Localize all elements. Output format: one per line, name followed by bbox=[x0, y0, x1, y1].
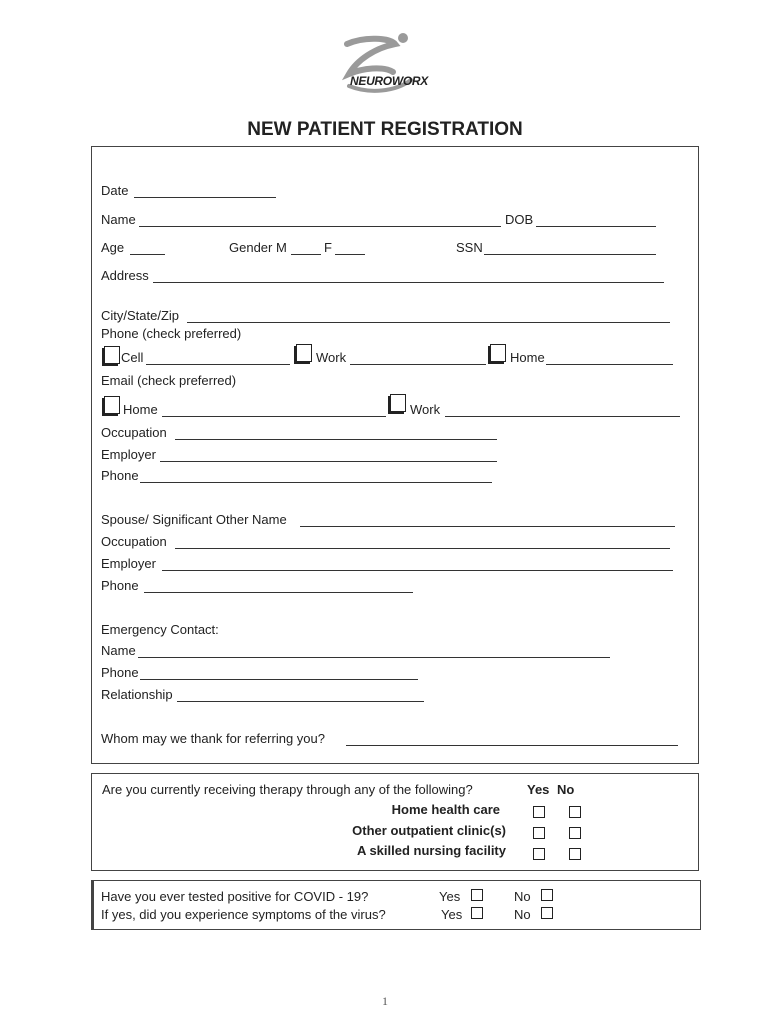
home-phone-label: Home bbox=[510, 350, 545, 365]
covid-q1-no-checkbox[interactable] bbox=[541, 889, 553, 901]
emergency-phone-field[interactable] bbox=[140, 679, 418, 680]
covid-q2-yes-checkbox[interactable] bbox=[471, 907, 483, 919]
email-work-field[interactable] bbox=[445, 416, 680, 417]
age-field[interactable] bbox=[130, 254, 165, 255]
page-title: NEW PATIENT REGISTRATION bbox=[247, 119, 523, 140]
therapy-nursing-no-checkbox[interactable] bbox=[569, 848, 581, 860]
covid-q1-no-label: No bbox=[514, 889, 531, 904]
page-number: 1 bbox=[382, 994, 388, 1008]
email-work-label: Work bbox=[410, 402, 441, 417]
covid-q2-yes-label: Yes bbox=[441, 907, 463, 922]
spouse-name-field[interactable] bbox=[300, 526, 675, 527]
work-phone-checkbox[interactable] bbox=[296, 344, 312, 362]
covid-q2-no-label: No bbox=[514, 907, 531, 922]
ssn-label: SSN bbox=[456, 240, 483, 255]
therapy-outpatient-yes-checkbox[interactable] bbox=[533, 827, 545, 839]
city-state-zip-field[interactable] bbox=[187, 322, 670, 323]
employer-label: Employer bbox=[101, 447, 156, 462]
referral-field[interactable] bbox=[346, 745, 678, 746]
cell-label: Cell bbox=[121, 350, 144, 365]
occupation-field[interactable] bbox=[175, 439, 497, 440]
spouse-employer-field[interactable] bbox=[162, 570, 673, 571]
employer-field[interactable] bbox=[160, 461, 497, 462]
home-phone-field[interactable] bbox=[546, 364, 673, 365]
occupation-label: Occupation bbox=[101, 425, 167, 440]
covid-question-2: If yes, did you experience symptoms of the virus? bbox=[101, 907, 386, 922]
covid-q2-no-checkbox[interactable] bbox=[541, 907, 553, 919]
email-home-checkbox[interactable] bbox=[104, 396, 120, 414]
logo bbox=[335, 30, 445, 100]
name-field[interactable] bbox=[139, 226, 501, 227]
covid-q1-yes-label: Yes bbox=[439, 889, 461, 904]
phone-preferred-label: Phone (check preferred) bbox=[101, 326, 242, 341]
date-label: Date bbox=[101, 183, 129, 198]
emergency-relationship-field[interactable] bbox=[177, 701, 424, 702]
cell-checkbox[interactable] bbox=[104, 346, 120, 364]
emergency-phone-label: Phone bbox=[101, 665, 139, 680]
spouse-name-label: Spouse/ Significant Other Name bbox=[101, 512, 287, 527]
referral-label: Whom may we thank for referring you? bbox=[101, 731, 325, 746]
dob-field[interactable] bbox=[536, 226, 656, 227]
therapy-question: Are you currently receiving therapy through any of the following? bbox=[102, 782, 473, 797]
spouse-phone-field[interactable] bbox=[144, 592, 413, 593]
date-field[interactable] bbox=[134, 197, 276, 198]
email-work-checkbox[interactable] bbox=[390, 394, 406, 412]
logo-text: NEUROWORX bbox=[350, 74, 428, 88]
spouse-occupation-field[interactable] bbox=[175, 548, 670, 549]
spouse-phone-label: Phone bbox=[101, 578, 139, 593]
emergency-contact-label: Emergency Contact: bbox=[101, 622, 219, 637]
therapy-item-nursing: A skilled nursing facility bbox=[356, 843, 506, 858]
work-phone-label: Work bbox=[316, 350, 347, 365]
therapy-no-header: No bbox=[557, 782, 575, 797]
name-label: Name bbox=[101, 212, 136, 227]
spouse-employer-label: Employer bbox=[101, 556, 156, 571]
gender-m-label: Gender M bbox=[229, 240, 287, 255]
email-preferred-label: Email (check preferred) bbox=[101, 373, 237, 388]
gender-m-field[interactable] bbox=[291, 254, 321, 255]
cell-field[interactable] bbox=[146, 364, 290, 365]
therapy-nursing-yes-checkbox[interactable] bbox=[533, 848, 545, 860]
therapy-home-health-yes-checkbox[interactable] bbox=[533, 806, 545, 818]
address-field[interactable] bbox=[153, 282, 664, 283]
spouse-occupation-label: Occupation bbox=[101, 534, 167, 549]
covid-question-1: Have you ever tested positive for COVID - 19? bbox=[101, 889, 369, 904]
work-phone-field[interactable] bbox=[350, 364, 486, 365]
emergency-name-label: Name bbox=[101, 643, 136, 658]
therapy-outpatient-no-checkbox[interactable] bbox=[569, 827, 581, 839]
email-home-label: Home bbox=[123, 402, 158, 417]
ssn-field[interactable] bbox=[484, 254, 656, 255]
gender-f-label: F bbox=[324, 240, 332, 255]
therapy-item-home-health: Home health care bbox=[391, 802, 500, 817]
phone-field[interactable] bbox=[140, 482, 492, 483]
logo-mark-icon bbox=[335, 30, 445, 100]
age-label: Age bbox=[101, 240, 125, 255]
emergency-name-field[interactable] bbox=[138, 657, 610, 658]
main-form-box bbox=[91, 146, 699, 764]
home-phone-checkbox[interactable] bbox=[490, 344, 506, 362]
phone-label: Phone bbox=[101, 468, 139, 483]
therapy-item-outpatient: Other outpatient clinic(s) bbox=[352, 823, 506, 838]
covid-q1-yes-checkbox[interactable] bbox=[471, 889, 483, 901]
address-label: Address bbox=[101, 268, 149, 283]
email-home-field[interactable] bbox=[162, 416, 386, 417]
therapy-yes-header: Yes bbox=[527, 782, 550, 797]
gender-f-field[interactable] bbox=[335, 254, 365, 255]
city-state-zip-label: City/State/Zip bbox=[101, 308, 180, 323]
dob-label: DOB bbox=[505, 212, 534, 227]
emergency-relationship-label: Relationship bbox=[101, 687, 173, 702]
therapy-home-health-no-checkbox[interactable] bbox=[569, 806, 581, 818]
